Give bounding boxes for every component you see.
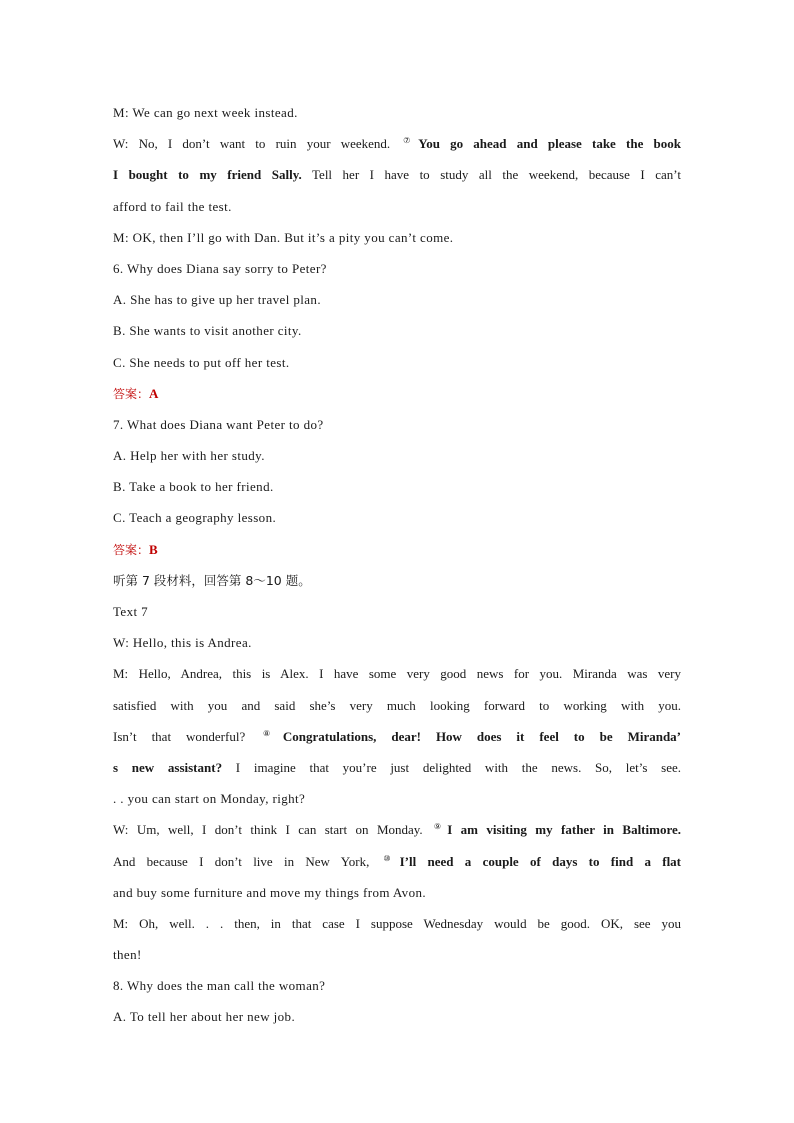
dialogue-line [113,752,681,783]
dialogue-text: Tell her I have to study all the weekend, because I can’t [301,167,681,183]
dialogue-line: afford to fail the test. [113,198,232,214]
note-marker: ⑨ [428,822,447,832]
dialogue-text: W: Um, well, I don’t think I can start on Monday. [113,822,423,838]
option-7a: A. Help her with her study. [113,448,265,464]
answer-6 [113,378,681,409]
answer-label: 答案： [113,386,150,401]
dialogue-line [113,846,681,877]
option-6c: C. She needs to put off her test. [113,354,290,370]
dialogue-line: and buy some furniture and move my things from Avon. [113,884,427,900]
key-sentence: You go ahead and please take the book [418,136,681,152]
note-marker: ⑧ [251,728,282,738]
question-8: 8. Why does the man call the woman? [113,978,326,994]
dialogue-line: W: Hello, this is Andrea. [113,635,252,651]
option-7c: C. Teach a geography lesson. [113,510,277,526]
option-6a: A. She has to give up her travel plan. [113,292,321,308]
answer-value: B [149,541,158,557]
dialogue-line [113,159,681,190]
answer-value: A [149,385,159,401]
dialogue-text: And because I don’t live in New York, [113,853,370,869]
dialogue-text: W: No, I don’t want to ruin your weekend. [113,136,391,152]
dialogue-text: Isn’t that wonderful? [113,728,246,744]
option-8a: A. To tell her about her new job. [113,1009,296,1025]
key-sentence: I am visiting my father in Baltimore. [447,822,682,838]
document-page [113,97,681,1033]
dialogue-line [113,721,681,752]
note-marker: ⑦ [396,136,418,146]
dialogue-line [113,128,681,159]
key-sentence: Congratulations, dear! How does it feel to be Miranda’ [282,728,682,744]
dialogue-line: M: We can go next week instead. [113,105,298,120]
dialogue-line: satisfied with you and said she’s very much looking forward to working with you. [113,697,681,713]
question-7: 7. What does Diana want Peter to do? [113,416,324,432]
dialogue-line: . . you can start on Monday, right? [113,791,306,807]
answer-label: 答案： [113,542,150,557]
key-sentence: I’ll need a couple of days to find a flat [399,853,682,869]
question-6: 6. Why does Diana say sorry to Peter? [113,260,327,276]
dialogue-line: M: Hello, Andrea, this is Alex. I have some very good news for you. Miranda was very [113,666,681,682]
text-heading: Text 7 [113,604,149,619]
dialogue-line: M: OK, then I’ll go with Dan. But it’s a pity you can’t come. [113,229,454,245]
dialogue-line: then! [113,947,142,963]
dialogue-line [113,814,681,845]
dialogue-line: M: Oh, well. . . then, in that case I suppose Wednesday would be good. OK, see you [113,915,681,931]
option-6b: B. She wants to visit another city. [113,323,302,339]
section-instruction: 听第 7 段材料，回答第 8～10 题。 [113,572,311,588]
key-sentence: s new assistant? [113,759,223,775]
option-7b: B. Take a book to her friend. [113,479,274,495]
answer-7 [113,534,681,565]
key-sentence: I bought to my friend Sally. [113,167,302,183]
note-marker: ⑩ [375,853,399,863]
dialogue-text: I imagine that you’re just delighted with the news. So, let’s see. [222,759,681,775]
